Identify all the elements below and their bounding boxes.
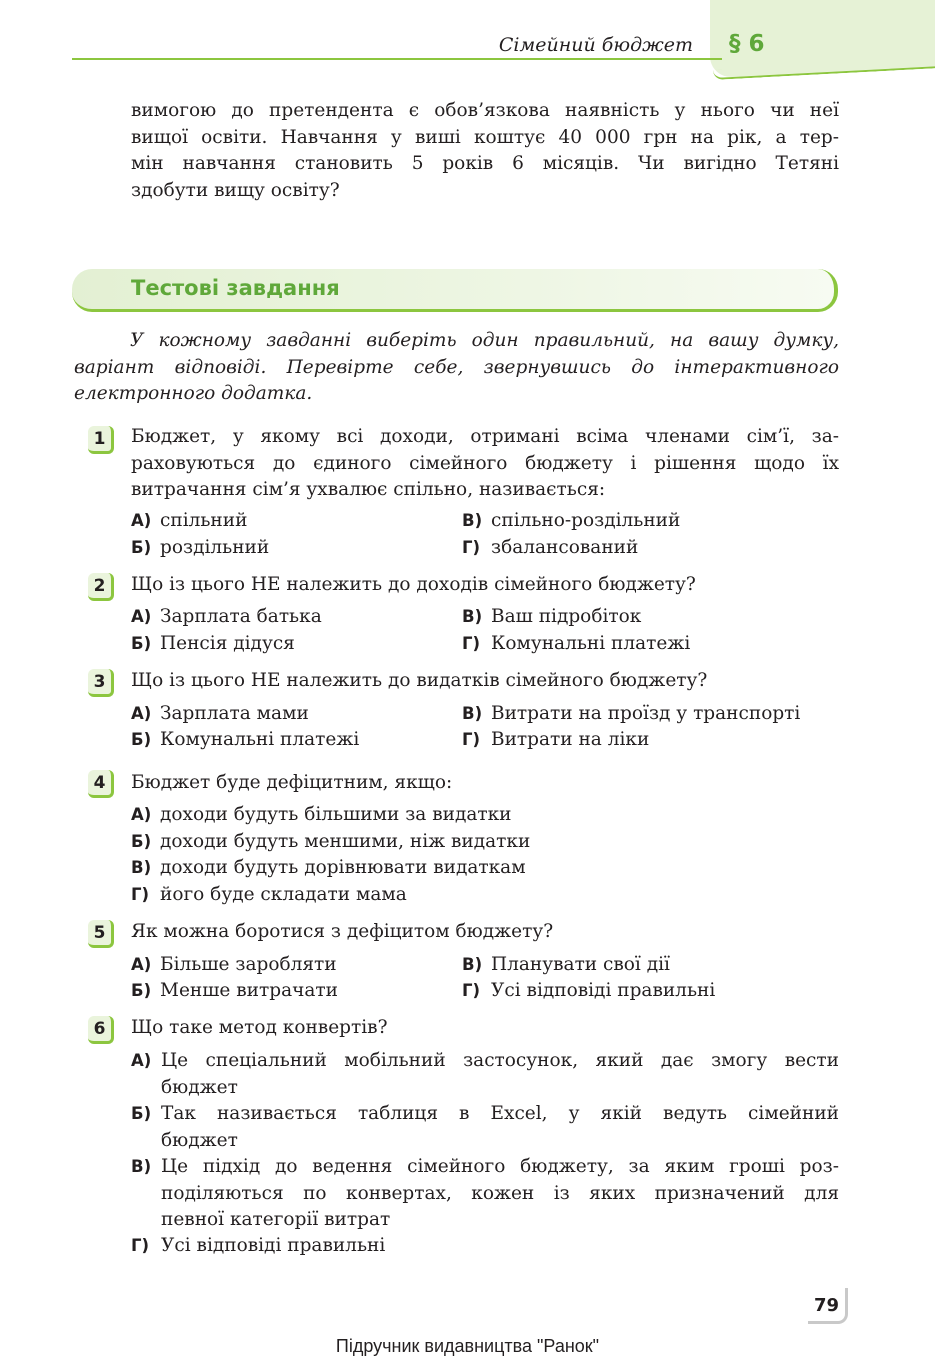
answer-option[interactable] bbox=[131, 631, 295, 658]
question-text bbox=[131, 919, 839, 946]
option-text-line: певної категорії витрат bbox=[161, 1209, 391, 1230]
option-letter: В) bbox=[462, 704, 483, 723]
question-text bbox=[131, 1015, 839, 1042]
option-text-line: Це спеціальний мобільний застосунок, який дає змогу вести bbox=[161, 1050, 839, 1071]
text-line: Бюджет, у якому всі доходи, отримані всіма членами сім’ї, за- bbox=[131, 426, 839, 447]
option-text: Комунальні платежі bbox=[160, 729, 360, 750]
answer-option[interactable] bbox=[131, 802, 512, 829]
option-text: його буде складати мама bbox=[160, 884, 407, 905]
option-text: спільно-роздільний bbox=[491, 510, 681, 531]
option-text: Комунальні платежі bbox=[491, 633, 691, 654]
option-text: Планувати свої дії bbox=[491, 954, 670, 975]
option-text-line: бюджет bbox=[161, 1129, 238, 1151]
answer-option[interactable] bbox=[131, 882, 407, 909]
option-letter: В) bbox=[462, 955, 483, 974]
text-line: витрачання сім’я ухвалює спільно, називається: bbox=[131, 479, 606, 500]
intro-paragraph bbox=[131, 98, 839, 204]
text-line: У кожному завданні виберіть один правильний, на вашу думку, bbox=[130, 330, 839, 351]
answer-option[interactable] bbox=[462, 604, 641, 631]
option-letter: Г) bbox=[462, 730, 481, 749]
answer-option[interactable] bbox=[131, 727, 359, 754]
text-line: раховуються до єдиного сімейного бюджету і рішення щодо їх bbox=[131, 452, 839, 474]
section-number: § 6 bbox=[729, 31, 765, 57]
question-number-badge: 5 bbox=[88, 920, 114, 948]
option-text: збалансований bbox=[491, 537, 639, 558]
answer-option[interactable] bbox=[131, 1233, 839, 1260]
option-text: Усі відповіді правильні bbox=[491, 980, 716, 1001]
question-number-badge: 1 bbox=[88, 426, 114, 454]
text-line: вимогою до претендента є обов’язкова наявність у нього чи неї bbox=[131, 100, 839, 121]
question-text bbox=[131, 572, 839, 599]
text-line: здобути вищу освіту? bbox=[131, 179, 340, 201]
instructions-paragraph bbox=[74, 328, 839, 408]
answer-option[interactable] bbox=[131, 855, 526, 882]
text-line: електронного додатка. bbox=[74, 383, 313, 404]
answer-option[interactable] bbox=[131, 535, 269, 562]
option-letter: Г) bbox=[462, 634, 481, 653]
option-letter: Г) bbox=[462, 981, 481, 1000]
answer-option[interactable] bbox=[131, 829, 530, 856]
option-text: Витрати на проїзд у транспорті bbox=[491, 703, 801, 724]
question-text bbox=[131, 668, 839, 695]
option-letter: Б) bbox=[131, 832, 152, 851]
question-number-badge: 6 bbox=[88, 1016, 114, 1044]
answer-option[interactable] bbox=[131, 1101, 839, 1154]
answer-option[interactable] bbox=[131, 1048, 839, 1101]
option-letter: В) bbox=[462, 511, 483, 530]
option-letter: А) bbox=[131, 955, 152, 974]
option-text: роздільний bbox=[160, 537, 270, 558]
option-letter: Б) bbox=[131, 730, 152, 749]
option-letter: В) bbox=[462, 607, 483, 626]
option-text-line: Це підхід до ведення сімейного бюджету, за яким гроші роз- bbox=[161, 1156, 839, 1177]
option-letter: Б) bbox=[131, 981, 152, 1000]
option-letter: А) bbox=[131, 607, 152, 626]
text-line: Що із цього НЕ належить до видатків сімейного бюджету? bbox=[131, 670, 708, 691]
option-text-line: Так називається таблиця в Excel, у якій ведуть сімейний bbox=[161, 1103, 839, 1124]
option-letter: Г) bbox=[131, 885, 150, 904]
question-text bbox=[131, 770, 839, 797]
option-text: доходи будуть меншими, ніж видатки bbox=[160, 831, 531, 852]
publisher-footer: Підручник видавництва "Ранок" bbox=[335, 1336, 600, 1356]
option-letter: Г) bbox=[462, 538, 481, 557]
text-line: Що із цього НЕ належить до доходів сімейного бюджету? bbox=[131, 574, 696, 595]
option-letter: Г) bbox=[131, 1236, 150, 1255]
answer-option[interactable] bbox=[462, 978, 715, 1005]
option-text: Пенсія дідуся bbox=[160, 633, 295, 654]
running-title: Сімейний бюджет bbox=[498, 34, 693, 56]
text-line: Що таке метод конвертів? bbox=[131, 1017, 388, 1038]
answer-option[interactable] bbox=[462, 701, 800, 728]
answer-option[interactable] bbox=[131, 952, 337, 979]
answer-option[interactable] bbox=[131, 604, 322, 631]
answer-option[interactable] bbox=[131, 1154, 839, 1234]
question-number-badge: 2 bbox=[88, 573, 114, 601]
text-line: Бюджет буде дефіцитним, якщо: bbox=[131, 772, 453, 793]
option-text-line: поділяються по конвертах, кожен із яких призначений для bbox=[161, 1182, 839, 1204]
answer-option[interactable] bbox=[462, 631, 690, 658]
option-text: Ваш підробіток bbox=[491, 606, 642, 627]
answer-option[interactable] bbox=[462, 727, 649, 754]
option-text: Витрати на ліки bbox=[491, 729, 650, 750]
answer-option[interactable] bbox=[462, 508, 680, 535]
option-letter: Б) bbox=[131, 538, 152, 557]
answer-option[interactable] bbox=[462, 535, 638, 562]
option-text: Зарплата мами bbox=[160, 703, 309, 724]
option-letter: А) bbox=[131, 1051, 152, 1070]
option-letter: В) bbox=[131, 1157, 152, 1176]
text-line: мін навчання становить 5 років 6 місяців. Чи вигідно Тетяні bbox=[131, 153, 839, 174]
header-rule bbox=[72, 58, 722, 60]
section-banner-title: Тестові завдання bbox=[131, 276, 340, 300]
answer-option[interactable] bbox=[131, 978, 338, 1005]
option-letter: А) bbox=[131, 704, 152, 723]
option-text: спільний bbox=[160, 510, 248, 531]
text-line: варіант відповіді. Перевірте себе, звернувшись до інтерактивного bbox=[74, 356, 839, 378]
page-number: 79 bbox=[808, 1288, 848, 1324]
answer-option[interactable] bbox=[131, 701, 309, 728]
option-text: доходи будуть більшими за видатки bbox=[160, 804, 512, 825]
option-text: доходи будуть дорівнювати видаткам bbox=[160, 857, 526, 878]
question-number-badge: 4 bbox=[88, 770, 114, 798]
option-text-line: Усі відповіді правильні bbox=[161, 1235, 386, 1256]
option-letter: В) bbox=[131, 858, 152, 877]
option-letter: А) bbox=[131, 805, 152, 824]
option-text: Більше заробляти bbox=[160, 954, 337, 975]
option-text: Менше витрачати bbox=[160, 980, 338, 1001]
text-line: вищої освіти. Навчання у виші коштує 40 000 грн на рік, а тер- bbox=[131, 126, 839, 148]
option-letter: Б) bbox=[131, 634, 152, 653]
text-line: Як можна боротися з дефіцитом бюджету? bbox=[131, 921, 554, 942]
option-letter: А) bbox=[131, 511, 152, 530]
question-text bbox=[131, 424, 839, 504]
option-letter: Б) bbox=[131, 1104, 152, 1123]
option-text-line: бюджет bbox=[161, 1076, 238, 1098]
answer-option[interactable] bbox=[131, 508, 247, 535]
option-text: Зарплата батька bbox=[160, 606, 322, 627]
question-number-badge: 3 bbox=[88, 669, 114, 697]
answer-option[interactable] bbox=[462, 952, 670, 979]
